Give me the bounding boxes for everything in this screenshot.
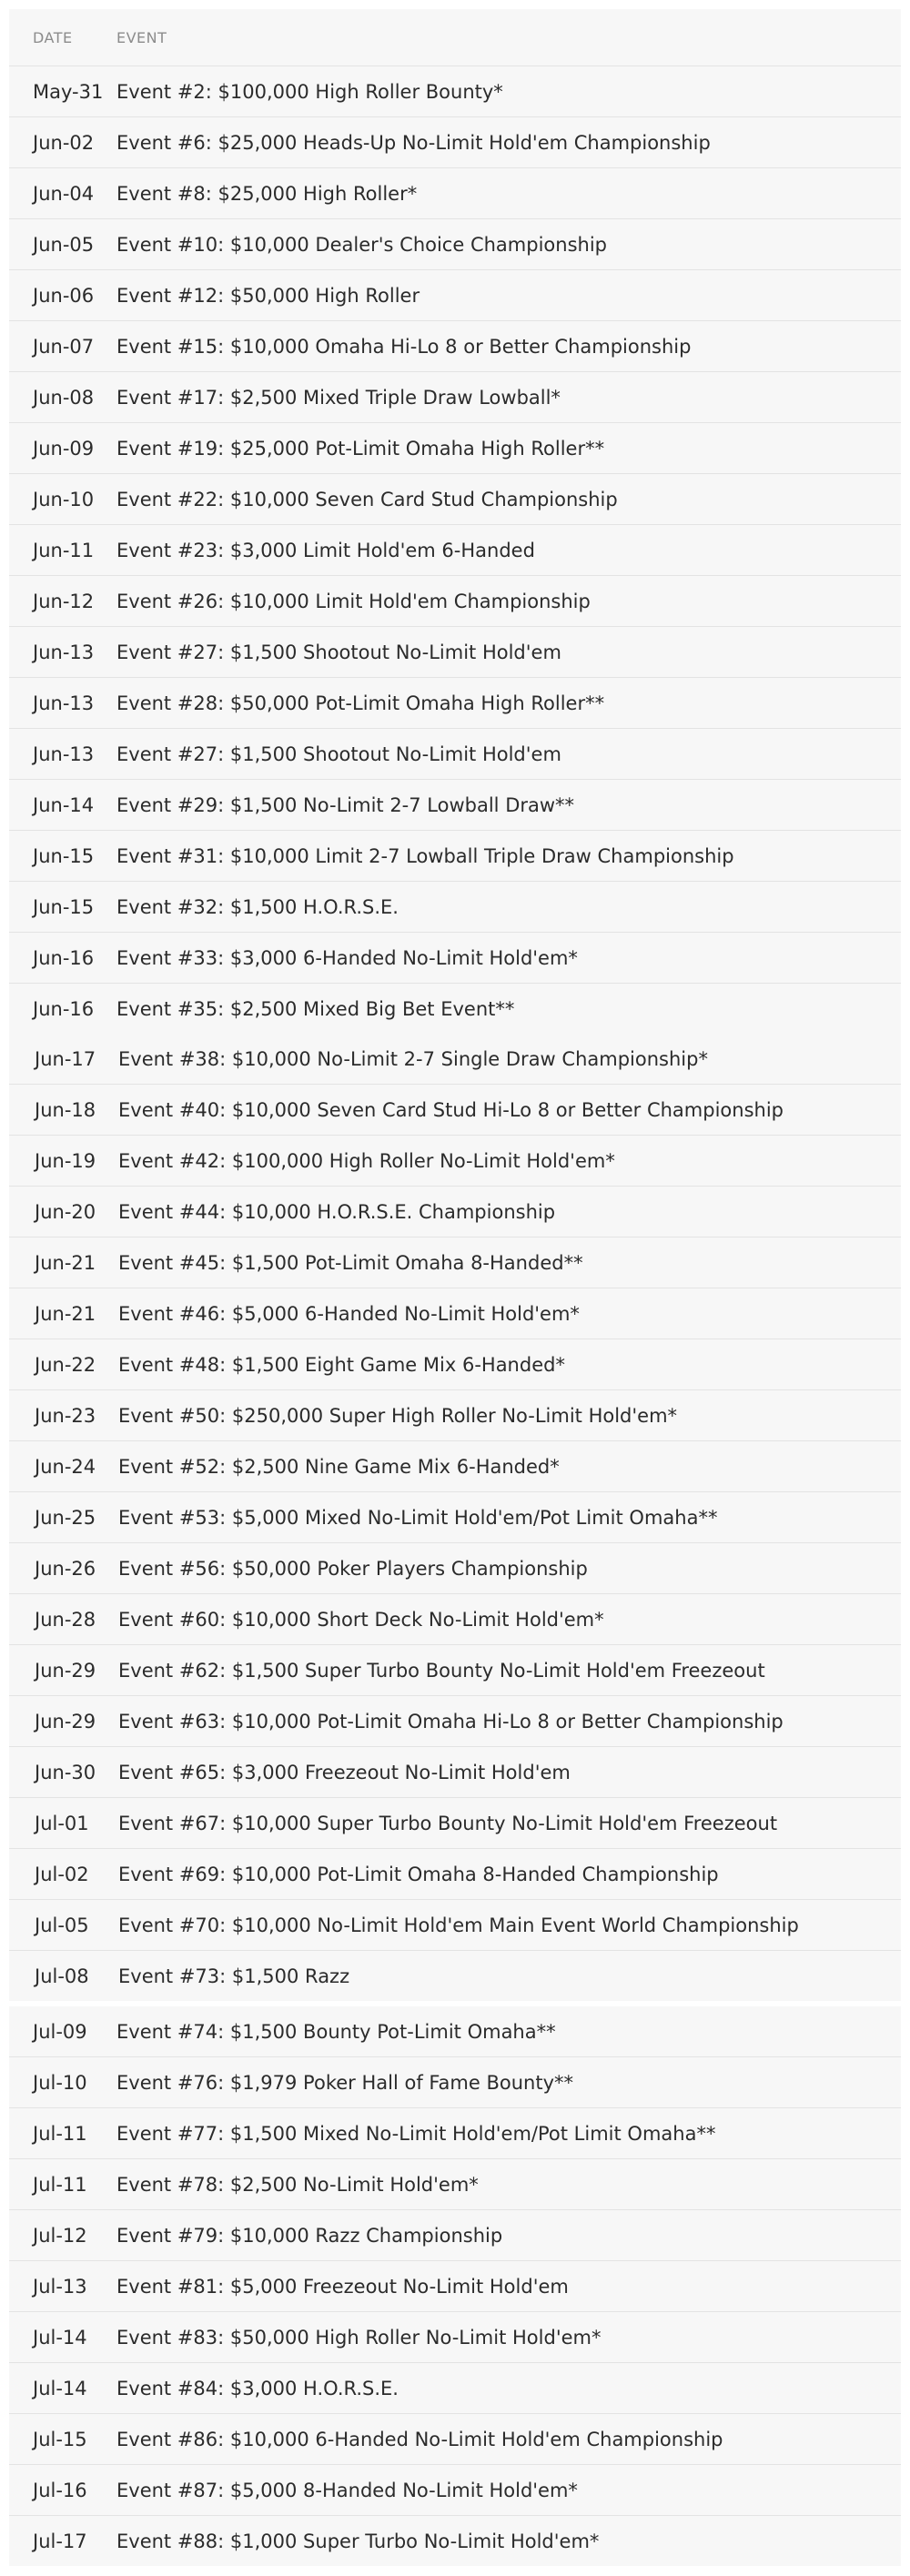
table-row xyxy=(9,1696,901,1747)
event-name: Event #12: $50,000 High Roller xyxy=(116,284,420,307)
event-name: Event #81: $5,000 Freezeout No-Limit Hold'em xyxy=(116,2275,569,2298)
table-row xyxy=(9,2516,901,2566)
event-date: Jul-17 xyxy=(33,2530,87,2552)
event-date: Jul-15 xyxy=(33,2428,87,2450)
table-row xyxy=(9,2006,901,2057)
table-row xyxy=(9,2159,901,2210)
event-date: Jun-13 xyxy=(33,742,95,765)
table-row xyxy=(9,2312,901,2363)
table-row xyxy=(9,1390,901,1441)
table-row xyxy=(9,2057,901,2108)
event-column-header: EVENT xyxy=(116,28,167,46)
event-name: Event #46: $5,000 6-Handed No-Limit Hold'em* xyxy=(118,1302,580,1325)
event-name: Event #23: $3,000 Limit Hold'em 6-Handed xyxy=(116,539,535,561)
table-body xyxy=(9,2006,901,2566)
table-row xyxy=(9,1034,901,1085)
event-date: Jun-05 xyxy=(33,233,95,256)
table-row xyxy=(9,219,901,270)
table-row xyxy=(9,525,901,576)
event-name: Event #15: $10,000 Omaha Hi-Lo 8 or Better Championship xyxy=(116,335,692,358)
event-name: Event #84: $3,000 H.O.R.S.E. xyxy=(116,2377,399,2399)
event-date: Jun-07 xyxy=(33,335,95,358)
date-column-header: DATE xyxy=(33,28,73,46)
table-row xyxy=(9,270,901,321)
event-date: Jul-01 xyxy=(35,1812,89,1834)
table-row xyxy=(9,627,901,678)
table-row xyxy=(9,1543,901,1594)
event-name: Event #53: $5,000 Mixed No-Limit Hold'em/Pot Limit Omaha** xyxy=(118,1506,718,1529)
table-row xyxy=(9,1441,901,1492)
event-name: Event #48: $1,500 Eight Game Mix 6-Handed* xyxy=(118,1353,565,1376)
event-date: Jun-09 xyxy=(33,437,95,460)
table-row xyxy=(9,2363,901,2414)
table-row xyxy=(9,1645,901,1696)
event-name: Event #45: $1,500 Pot-Limit Omaha 8-Handed** xyxy=(118,1251,583,1274)
event-date: Jun-21 xyxy=(35,1302,96,1325)
event-date: Jul-16 xyxy=(33,2479,87,2501)
schedule-table-1 xyxy=(9,9,901,1034)
table-row xyxy=(9,1492,901,1543)
table-row xyxy=(9,1136,901,1187)
table-body xyxy=(9,1034,901,2001)
table-row xyxy=(9,423,901,474)
event-name: Event #87: $5,000 8-Handed No-Limit Hold'em* xyxy=(116,2479,578,2501)
event-name: Event #63: $10,000 Pot-Limit Omaha Hi-Lo 8 or Better Championship xyxy=(118,1710,784,1732)
event-date: Jun-14 xyxy=(33,793,95,816)
table-row xyxy=(9,1900,901,1951)
event-name: Event #56: $50,000 Poker Players Championship xyxy=(118,1557,588,1580)
table-row xyxy=(9,321,901,372)
event-date: Jun-04 xyxy=(33,182,95,205)
event-name: Event #28: $50,000 Pot-Limit Omaha High Roller** xyxy=(116,692,605,714)
table-row xyxy=(9,372,901,423)
table-row xyxy=(9,2261,901,2312)
table-row xyxy=(9,780,901,831)
event-name: Event #2: $100,000 High Roller Bounty* xyxy=(116,80,503,103)
event-date: Jul-11 xyxy=(33,2122,87,2145)
table-header xyxy=(9,9,901,66)
event-date: Jun-26 xyxy=(35,1557,96,1580)
event-name: Event #22: $10,000 Seven Card Stud Championship xyxy=(116,488,618,510)
event-name: Event #67: $10,000 Super Turbo Bounty No-Limit Hold'em Freezeout xyxy=(118,1812,778,1834)
table-row xyxy=(9,1747,901,1798)
event-date: Jun-13 xyxy=(33,641,95,663)
event-date: Jun-29 xyxy=(35,1710,96,1732)
event-name: Event #78: $2,500 No-Limit Hold'em* xyxy=(116,2173,479,2196)
event-date: Jul-11 xyxy=(33,2173,87,2196)
event-name: Event #33: $3,000 6-Handed No-Limit Hold'em* xyxy=(116,946,578,969)
event-name: Event #88: $1,000 Super Turbo No-Limit Hold'em* xyxy=(116,2530,600,2552)
event-date: Jun-16 xyxy=(33,946,95,969)
event-name: Event #79: $10,000 Razz Championship xyxy=(116,2224,503,2247)
table-row xyxy=(9,66,901,117)
event-date: Jun-20 xyxy=(35,1200,96,1223)
event-date: Jul-08 xyxy=(35,1965,89,1987)
table-row xyxy=(9,1339,901,1390)
table-row xyxy=(9,1798,901,1849)
event-name: Event #70: $10,000 No-Limit Hold'em Main Event World Championship xyxy=(118,1914,799,1936)
event-date: Jun-28 xyxy=(35,1608,96,1631)
table-row xyxy=(9,1849,901,1900)
event-date: Jul-12 xyxy=(33,2224,87,2247)
event-name: Event #83: $50,000 High Roller No-Limit Hold'em* xyxy=(116,2326,602,2349)
event-date: Jun-16 xyxy=(33,997,95,1020)
event-date: Jul-14 xyxy=(33,2377,87,2399)
event-date: Jul-02 xyxy=(35,1863,89,1885)
table-row xyxy=(9,117,901,168)
event-date: Jul-10 xyxy=(33,2071,87,2094)
event-name: Event #42: $100,000 High Roller No-Limit Hold'em* xyxy=(118,1149,615,1172)
table-row xyxy=(9,2210,901,2261)
event-date: Jun-29 xyxy=(35,1659,96,1682)
event-name: Event #29: $1,500 No-Limit 2-7 Lowball Draw** xyxy=(116,793,575,816)
table-row xyxy=(9,2465,901,2516)
event-name: Event #32: $1,500 H.O.R.S.E. xyxy=(116,895,399,918)
event-name: Event #6: $25,000 Heads-Up No-Limit Hold'em Championship xyxy=(116,131,711,154)
table-row xyxy=(9,933,901,984)
table-row xyxy=(9,1594,901,1645)
event-name: Event #50: $250,000 Super High Roller No-Limit Hold'em* xyxy=(118,1404,678,1427)
event-date: Jul-05 xyxy=(35,1914,89,1936)
event-date: Jun-30 xyxy=(35,1761,96,1783)
event-date: Jun-15 xyxy=(33,895,95,918)
table-row xyxy=(9,1085,901,1136)
event-name: Event #27: $1,500 Shootout No-Limit Hold'em xyxy=(116,641,561,663)
event-name: Event #35: $2,500 Mixed Big Bet Event** xyxy=(116,997,515,1020)
event-date: Jun-21 xyxy=(35,1251,96,1274)
event-name: Event #19: $25,000 Pot-Limit Omaha High Roller** xyxy=(116,437,605,460)
table-row xyxy=(9,1951,901,2001)
event-date: Jun-06 xyxy=(33,284,95,307)
event-name: Event #73: $1,500 Razz xyxy=(118,1965,350,1987)
event-date: Jun-18 xyxy=(35,1098,96,1121)
event-date: Jun-15 xyxy=(33,844,95,867)
table-row xyxy=(9,2108,901,2159)
event-name: Event #52: $2,500 Nine Game Mix 6-Handed* xyxy=(118,1455,560,1478)
event-name: Event #69: $10,000 Pot-Limit Omaha 8-Handed Championship xyxy=(118,1863,719,1885)
event-name: Event #86: $10,000 6-Handed No-Limit Hold'em Championship xyxy=(116,2428,723,2450)
table-row xyxy=(9,831,901,882)
event-date: Jun-17 xyxy=(35,1047,96,1070)
table-row xyxy=(9,678,901,729)
event-date: Jun-11 xyxy=(33,539,95,561)
event-date: Jun-19 xyxy=(35,1149,96,1172)
event-name: Event #65: $3,000 Freezeout No-Limit Hold'em xyxy=(118,1761,571,1783)
event-date: Jun-12 xyxy=(33,590,95,612)
table-row xyxy=(9,984,901,1034)
schedule-table-2 xyxy=(9,1034,901,2001)
event-name: Event #60: $10,000 Short Deck No-Limit Hold'em* xyxy=(118,1608,604,1631)
event-date: Jun-08 xyxy=(33,386,95,409)
event-date: Jun-23 xyxy=(35,1404,96,1427)
event-date: May-31 xyxy=(33,80,104,103)
event-name: Event #31: $10,000 Limit 2-7 Lowball Triple Draw Championship xyxy=(116,844,734,867)
event-name: Event #77: $1,500 Mixed No-Limit Hold'em/Pot Limit Omaha** xyxy=(116,2122,716,2145)
event-name: Event #40: $10,000 Seven Card Stud Hi-Lo 8 or Better Championship xyxy=(118,1098,784,1121)
event-name: Event #10: $10,000 Dealer's Choice Championship xyxy=(116,233,607,256)
table-row xyxy=(9,168,901,219)
event-name: Event #26: $10,000 Limit Hold'em Championship xyxy=(116,590,591,612)
event-date: Jun-22 xyxy=(35,1353,96,1376)
event-date: Jun-24 xyxy=(35,1455,96,1478)
event-name: Event #74: $1,500 Bounty Pot-Limit Omaha** xyxy=(116,2020,556,2043)
table-row xyxy=(9,576,901,627)
event-date: Jun-25 xyxy=(35,1506,96,1529)
table-row xyxy=(9,882,901,933)
event-name: Event #38: $10,000 No-Limit 2-7 Single Draw Championship* xyxy=(118,1047,708,1070)
event-date: Jun-10 xyxy=(33,488,95,510)
table-row xyxy=(9,1237,901,1288)
event-name: Event #8: $25,000 High Roller* xyxy=(116,182,418,205)
table-row xyxy=(9,1187,901,1237)
table-row xyxy=(9,729,901,780)
event-name: Event #44: $10,000 H.O.R.S.E. Championship xyxy=(118,1200,556,1223)
event-date: Jun-13 xyxy=(33,692,95,714)
event-name: Event #17: $2,500 Mixed Triple Draw Lowball* xyxy=(116,386,561,409)
event-date: Jul-14 xyxy=(33,2326,87,2349)
event-name: Event #76: $1,979 Poker Hall of Fame Bounty** xyxy=(116,2071,573,2094)
table-row xyxy=(9,2414,901,2465)
event-date: Jul-09 xyxy=(33,2020,87,2043)
event-date: Jul-13 xyxy=(33,2275,87,2298)
table-row xyxy=(9,474,901,525)
event-name: Event #62: $1,500 Super Turbo Bounty No-Limit Hold'em Freezeout xyxy=(118,1659,765,1682)
table-body xyxy=(9,66,901,1034)
schedule-table-3 xyxy=(9,2006,901,2566)
event-name: Event #27: $1,500 Shootout No-Limit Hold'em xyxy=(116,742,561,765)
table-row xyxy=(9,1288,901,1339)
event-date: Jun-02 xyxy=(33,131,95,154)
